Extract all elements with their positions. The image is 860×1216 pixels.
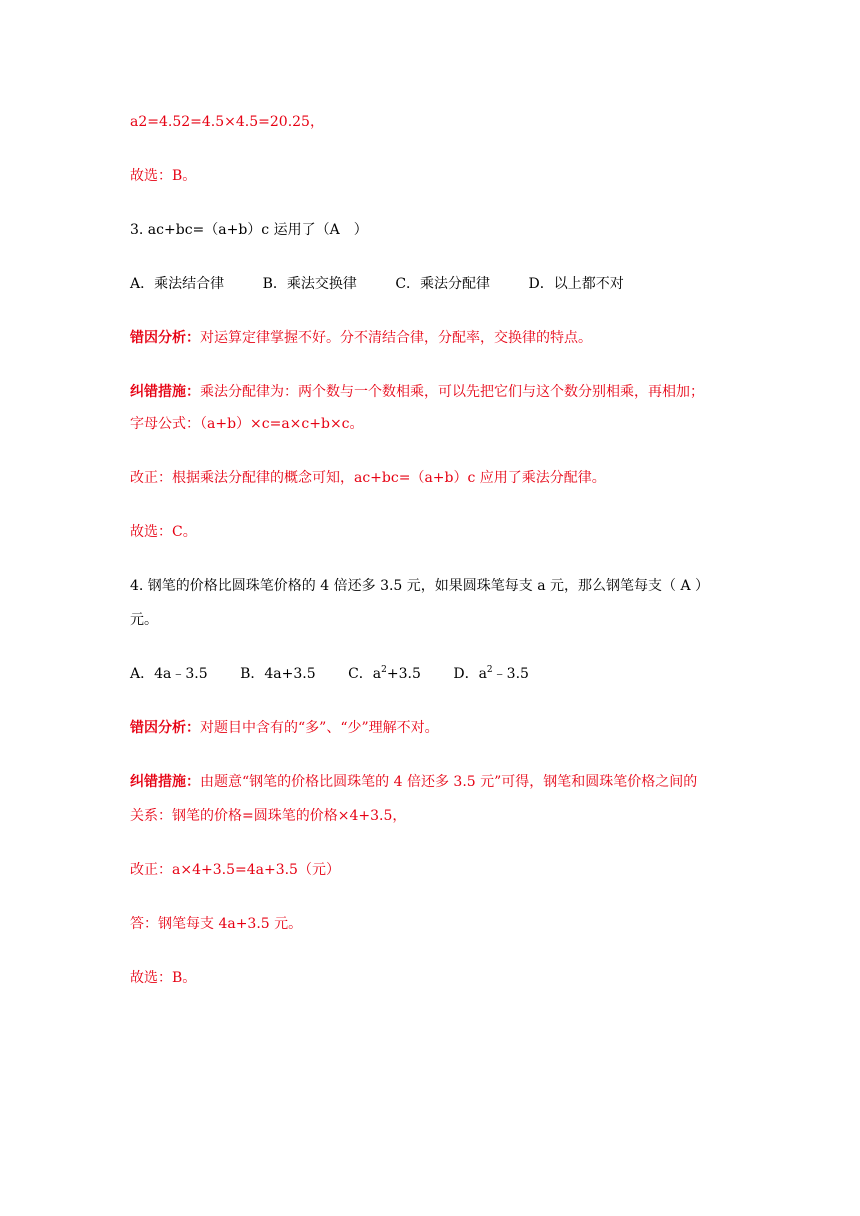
question-4-line-2: 元。: [130, 612, 158, 628]
error-analysis-3: [130, 328, 592, 348]
correction-3: 改正：根据乘法分配律的概念可知，ac+bc=（a+b）c 应用了乘法分配律。: [130, 470, 606, 486]
correction-4: 改正：a×4+3.5=4a+3.5（元）: [130, 862, 340, 878]
error-analysis-label: 错因分析：: [130, 330, 200, 346]
fix-measures-4-line-2: 关系：钢笔的价格=圆珠笔的价格×4+3.5，: [130, 808, 407, 824]
question-4-line-1: 4. 钢笔的价格比圆珠笔价格的 4 倍还多 3.5 元，如果圆珠笔每支 a 元，那么钢笔每支（ A ）: [130, 578, 710, 594]
calc-line: a2=4.52=4.5×4.5=20.25，: [130, 114, 324, 130]
question-3: 3. ac+bc=（a+b）c 运用了（A ）: [130, 222, 368, 238]
option-c: C．乘法分配律: [395, 276, 491, 292]
error-analysis-text: 对运算定律掌握不好。分不清结合律，分配率，交换律的特点。: [200, 330, 592, 346]
fix-measures-3-line-2: 字母公式：（a+b）×c=a×c+b×c。: [130, 416, 364, 432]
option-d: D．以上都不对: [528, 276, 624, 292]
option-a: A．乘法结合律: [130, 276, 225, 292]
answer-3: 故选：C。: [130, 524, 197, 540]
fix-measures-4-line-1: [130, 772, 697, 792]
fix-measures-3-line-1: [130, 382, 704, 402]
error-analysis-label: 错因分析：: [130, 720, 200, 736]
fix-measures-label: 纠错措施：: [130, 774, 200, 790]
error-analysis-text: 对题目中含有的“多”、“少”理解不对。: [200, 720, 439, 736]
answer-line-1: 故选：B。: [130, 168, 197, 184]
fix-measures-text: 乘法分配律为：两个数与一个数相乘，可以先把它们与这个数分别相乘，再相加；: [200, 384, 704, 400]
option-d: D．$a^2﹣3.5$: [453, 665, 529, 682]
reply-4: 答：钢笔每支 4a+3.5 元。: [130, 916, 303, 932]
error-analysis-4: [130, 718, 439, 738]
answer-4: 故选：B。: [130, 970, 197, 986]
fix-measures-text: 由题意“钢笔的价格比圆珠笔的 4 倍还多 3.5 元”可得，钢笔和圆珠笔价格之间的: [200, 774, 698, 790]
option-b: B．乘法交换律: [262, 276, 357, 292]
option-a: A．4a﹣3.5: [130, 666, 208, 682]
question-3-options: [130, 274, 624, 294]
option-c: C．$a^2+3.5$: [348, 665, 421, 682]
option-b: B．4a+3.5: [240, 666, 316, 682]
question-4-options: [130, 664, 529, 684]
fix-measures-label: 纠错措施：: [130, 384, 200, 400]
